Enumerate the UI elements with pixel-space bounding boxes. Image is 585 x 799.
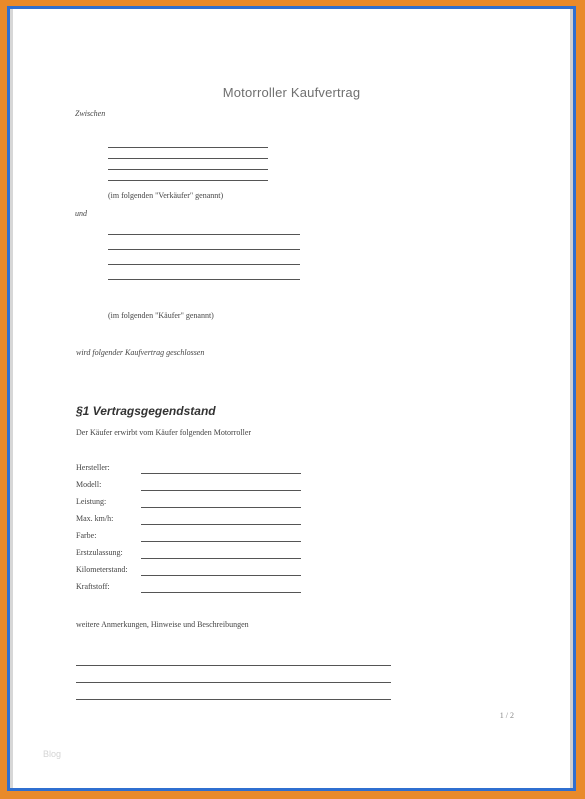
field-label: Kilometerstand:	[76, 565, 128, 574]
section1-heading: §1 Vertragsgegendstand	[76, 404, 216, 418]
field-erstzulassung	[76, 548, 316, 562]
watermark: Blog	[43, 749, 62, 759]
document-page	[10, 9, 573, 788]
seller-line-4	[108, 180, 268, 181]
field-line	[141, 490, 301, 491]
field-hersteller	[76, 463, 316, 477]
seller-line-1	[108, 147, 268, 148]
field-label: Farbe:	[76, 531, 97, 540]
field-kraftstoff	[76, 582, 316, 596]
field-label: Erstzulassung:	[76, 548, 123, 557]
field-line	[141, 558, 301, 559]
section1-intro: Der Käufer erwirbt vom Käufer folgenden Motorroller	[76, 428, 252, 437]
field-line	[141, 524, 301, 525]
field-line	[141, 592, 301, 593]
remarks-line-3	[76, 699, 391, 700]
buyer-note: (im folgenden "Käufer" genannt)	[108, 311, 214, 320]
field-leistung	[76, 497, 316, 511]
und-label: und	[75, 209, 87, 218]
field-kilometerstand	[76, 565, 316, 579]
remarks-line-2	[76, 682, 391, 683]
field-line	[141, 473, 301, 474]
buyer-line-3	[108, 264, 300, 265]
field-line	[141, 507, 301, 508]
page-number: 1 / 2	[499, 711, 514, 720]
remarks-label: weitere Anmerkungen, Hinweise und Beschreibungen	[76, 620, 249, 629]
agreement-text: wird folgender Kaufvertrag geschlossen	[76, 348, 205, 357]
field-line	[141, 541, 301, 542]
remarks-line-1	[76, 665, 391, 666]
field-modell	[76, 480, 316, 494]
seller-note: (im folgenden "Verkäufer" genannt)	[108, 191, 224, 200]
seller-line-3	[108, 169, 268, 170]
field-line	[141, 575, 301, 576]
zwischen-label: Zwischen	[75, 109, 106, 118]
document-title: Motorroller Kaufvertrag	[222, 85, 361, 100]
field-label: Leistung:	[76, 497, 107, 506]
field-label: Hersteller:	[76, 463, 110, 472]
field-label: Max. km/h:	[76, 514, 114, 523]
field-label: Kraftstoff:	[76, 582, 110, 591]
field-max-kmh	[76, 514, 316, 528]
field-farbe	[76, 531, 316, 545]
seller-line-2	[108, 158, 268, 159]
buyer-line-2	[108, 249, 300, 250]
buyer-line-1	[108, 234, 300, 235]
field-label: Modell:	[76, 480, 102, 489]
buyer-line-4	[108, 279, 300, 280]
